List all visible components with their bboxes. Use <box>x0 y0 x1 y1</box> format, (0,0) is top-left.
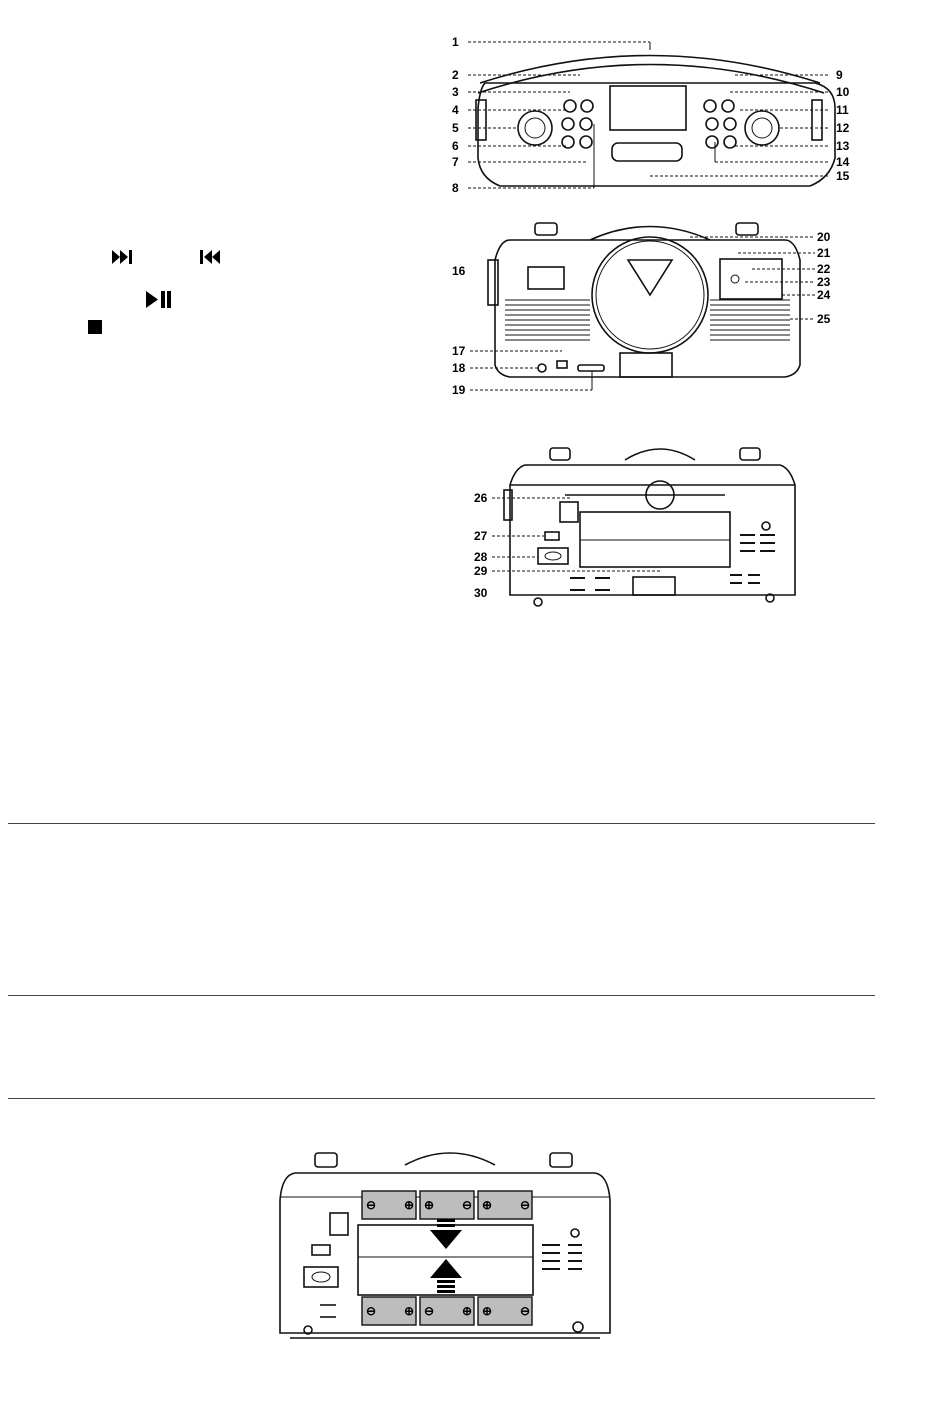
svg-text:⊕: ⊕ <box>424 1198 435 1212</box>
svg-text:16: 16 <box>452 264 466 278</box>
svg-text:26: 26 <box>474 491 488 505</box>
svg-text:11: 11 <box>836 103 849 117</box>
svg-text:24: 24 <box>817 288 831 302</box>
svg-text:15: 15 <box>836 169 850 183</box>
svg-text:21: 21 <box>817 246 831 260</box>
svg-text:29: 29 <box>474 564 488 578</box>
svg-text:⊕: ⊕ <box>404 1198 415 1212</box>
svg-text:27: 27 <box>474 529 488 543</box>
svg-text:⊖: ⊖ <box>424 1304 435 1318</box>
svg-text:⊖: ⊖ <box>366 1304 377 1318</box>
svg-text:14: 14 <box>836 155 850 169</box>
top-view-right-callouts <box>836 68 850 183</box>
svg-text:⊕: ⊕ <box>404 1304 415 1318</box>
svg-text:8: 8 <box>452 181 459 195</box>
svg-text:19: 19 <box>452 383 466 397</box>
svg-text:5: 5 <box>452 121 459 135</box>
front-view-diagram <box>440 215 860 400</box>
svg-text:20: 20 <box>817 230 831 244</box>
play-pause-icon <box>146 291 172 308</box>
svg-text:⊖: ⊖ <box>520 1198 531 1212</box>
svg-text:⊕: ⊕ <box>482 1198 493 1212</box>
svg-text:23: 23 <box>817 275 831 289</box>
rear-view-diagram <box>470 440 815 615</box>
svg-text:12: 12 <box>836 121 850 135</box>
svg-text:4: 4 <box>452 103 459 117</box>
svg-text:⊕: ⊕ <box>462 1304 473 1318</box>
svg-text:⊕: ⊕ <box>482 1304 493 1318</box>
rear-view-callouts <box>474 491 488 600</box>
svg-text:⊖: ⊖ <box>462 1198 473 1212</box>
insert-arrow-down-icon <box>430 1219 462 1249</box>
top-view-diagram <box>440 28 860 198</box>
svg-text:22: 22 <box>817 262 831 276</box>
insert-arrow-up-icon <box>430 1259 462 1293</box>
svg-text:⊖: ⊖ <box>366 1198 377 1212</box>
svg-text:18: 18 <box>452 361 466 375</box>
svg-text:17: 17 <box>452 344 466 358</box>
svg-text:1: 1 <box>452 35 459 49</box>
svg-text:⊖: ⊖ <box>520 1304 531 1318</box>
front-view-left-callouts <box>452 264 466 397</box>
svg-text:7: 7 <box>452 155 459 169</box>
svg-text:9: 9 <box>836 68 843 82</box>
svg-text:3: 3 <box>452 85 459 99</box>
divider-3 <box>8 1098 875 1099</box>
svg-text:2: 2 <box>452 68 459 82</box>
svg-text:13: 13 <box>836 139 850 153</box>
stop-icon <box>88 320 102 334</box>
divider-2 <box>8 995 875 996</box>
svg-text:28: 28 <box>474 550 488 564</box>
svg-text:6: 6 <box>452 139 459 153</box>
skip-forward-icon <box>112 250 136 264</box>
svg-text:10: 10 <box>836 85 850 99</box>
svg-text:25: 25 <box>817 312 831 326</box>
svg-text:30: 30 <box>474 586 488 600</box>
skip-back-icon <box>200 250 224 264</box>
battery-installation-diagram <box>270 1145 620 1345</box>
divider-1 <box>8 823 875 824</box>
top-view-left-callouts <box>452 35 459 195</box>
front-view-right-callouts <box>817 230 831 326</box>
